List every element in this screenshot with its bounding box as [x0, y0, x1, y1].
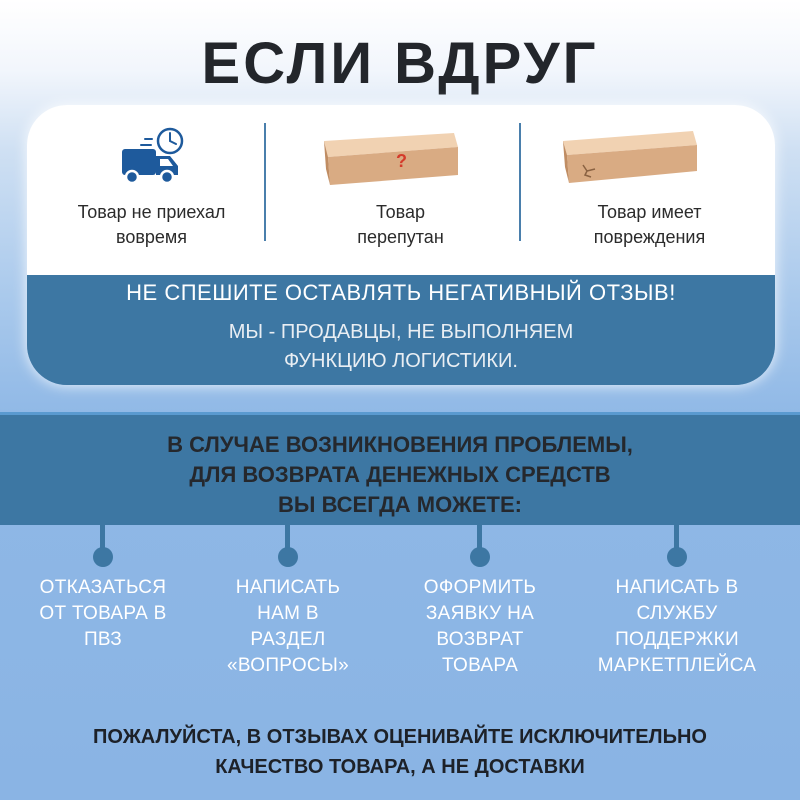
footer-note: ПОЖАЛУЙСТА, В ОТЗЫВАХ ОЦЕНИВАЙТЕ ИСКЛЮЧИТЕЛЬНО КАЧЕСТВО ТОВАРА, А НЕ ДОСТАВКИ — [93, 726, 707, 778]
bullet-dot — [667, 547, 687, 567]
issue-late-delivery-label: Товар не приехал вовремя — [77, 202, 226, 247]
delivery-truck-clock-icon — [27, 119, 276, 199]
divider — [264, 123, 266, 241]
option-contact-support-text: НАПИСАТЬ В СЛУЖБУ ПОДДЕРЖКИ МАРКЕТПЛЕЙСА — [597, 577, 757, 676]
issue-late-delivery — [27, 105, 276, 275]
box-question-icon — [276, 119, 525, 199]
option-file-return-text: ОФОРМИТЬ ЗАЯВКУ НА ВОЗВРАТ ТОВАРА — [423, 577, 537, 676]
svg-text:?: ? — [396, 151, 407, 171]
notice-subtext: МЫ - ПРОДАВЦЫ, НЕ ВЫПОЛНЯЕМ ФУНКЦИЮ ЛОГИСТИКИ. — [228, 321, 574, 372]
box-damaged-icon — [525, 119, 774, 199]
option-refuse-at-pickup-text: ОТКАЗАТЬСЯ ОТ ТОВАРА В ПВЗ — [39, 577, 167, 650]
issue-wrong-item-label: Товар перепутан — [357, 202, 444, 247]
options-intro-text: В СЛУЧАЕ ВОЗНИКНОВЕНИЯ ПРОБЛЕМЫ, ДЛЯ ВОЗВРАТА ДЕНЕЖНЫХ СРЕДСТВ ВЫ ВСЕГДА МОЖЕТЕ: — [167, 432, 633, 517]
bullet-dot — [93, 547, 113, 567]
page-title: ЕСЛИ ВДРУГ — [201, 31, 599, 96]
issue-wrong-item — [276, 105, 525, 275]
issues-panel — [27, 105, 775, 275]
divider — [519, 123, 521, 241]
bullet-dot — [278, 547, 298, 567]
bullet-dot — [470, 547, 490, 567]
issue-damaged-item — [525, 105, 774, 275]
options-intro-band — [0, 412, 800, 525]
option-ask-questions-text: НАПИСАТЬ НАМ В РАЗДЕЛ «ВОПРОСЫ» — [227, 577, 349, 676]
issue-damaged-item-label: Товар имеет повреждения — [593, 202, 706, 247]
issues-card — [27, 105, 775, 385]
notice-heading: НЕ СПЕШИТЕ ОСТАВЛЯТЬ НЕГАТИВНЫЙ ОТЗЫВ! — [126, 280, 676, 305]
